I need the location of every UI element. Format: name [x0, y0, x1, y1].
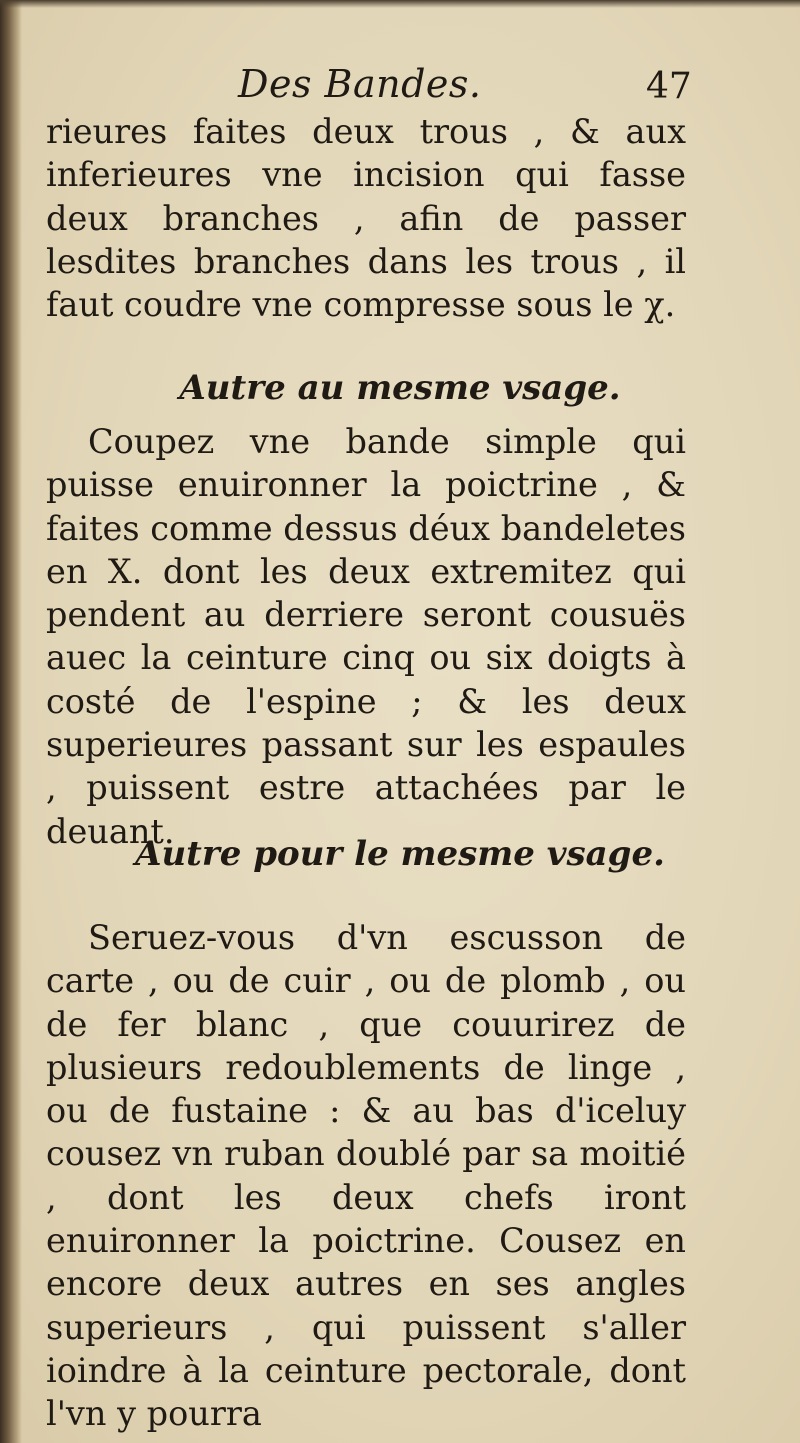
running-head-title: Des Bandes. [238, 62, 482, 106]
paragraph-autre-au-mesme-vsage: Coupez vne bande simple qui puisse enuironner la poictrine , & faites comme dessus déux bandeletes en X. dont les deux extremitez qui pendent au derriere seront cousuës auec la ceinture cinq ou six doigts à costé de l'espine ; & les deux superieures passant sur les espaules , puissent estre attachées par le deuant. [46, 422, 686, 851]
running-head [0, 62, 800, 106]
paragraph-autre-pour-le-mesme-vsage: Seruez-vous d'vn escusson de carte , ou de cuir , ou de plomb , ou de fer blanc , que couurirez de plusieurs redoublements de linge , ou de fustaine : & au bas d'iceluy cousez vn ruban doublé par sa moitié , dont les deux chefs iront enuironner la poictrine. Cousez en encore deux autres en ses angles superieurs , qui puissent s'aller ioindre à la ceinture pectorale, dont l'vn y pourra [46, 918, 686, 1434]
section-heading-autre-au-mesme-vsage: Autre au mesme vsage. [179, 368, 621, 408]
section-heading-autre-pour-le-mesme-vsage: Autre pour le mesme vsage. [135, 834, 665, 874]
page-number: 47 [646, 66, 692, 107]
paragraph-continued: rieures faites deux trous , & aux inferieures vne incision qui fasse deux branches , afin de passer lesdites branches dans les trous , il faut coudre vne compresse sous le χ. [46, 112, 686, 325]
